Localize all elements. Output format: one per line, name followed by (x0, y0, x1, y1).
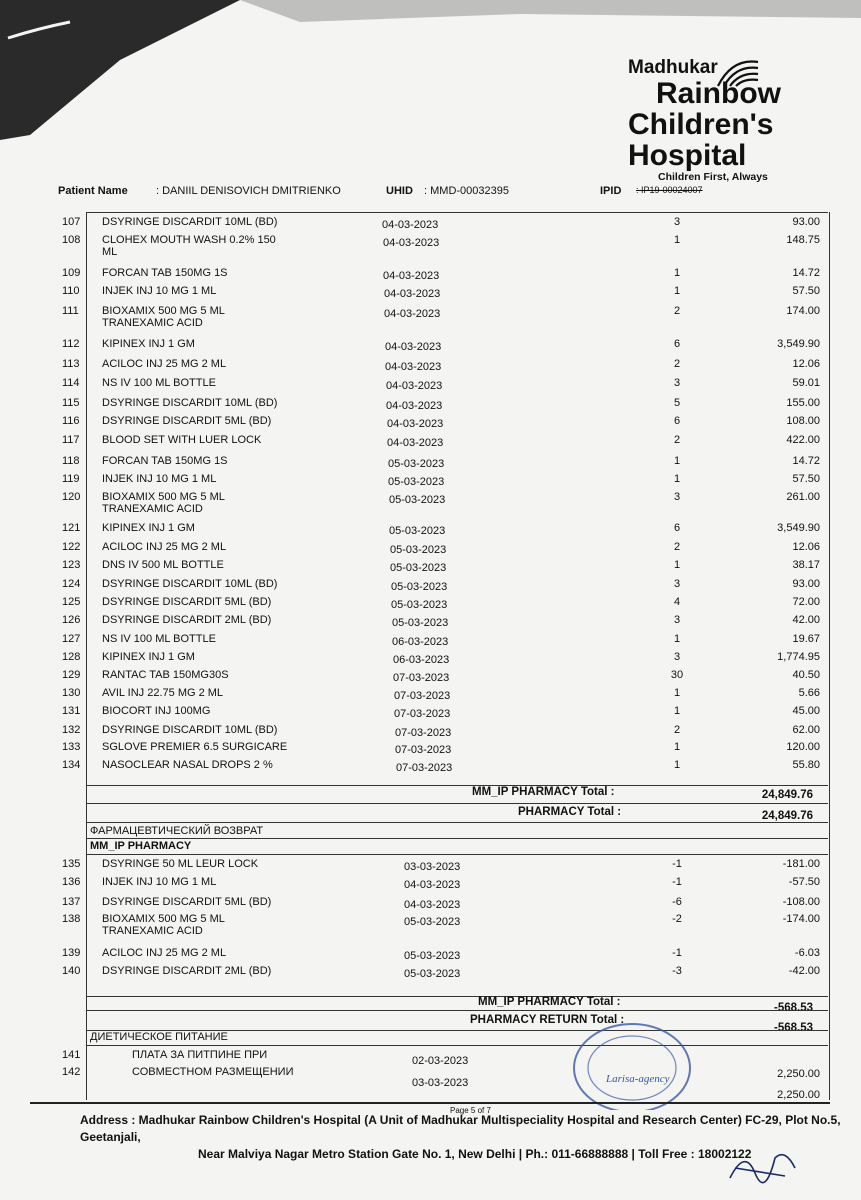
item-quantity: 3 (673, 614, 681, 626)
table-row (62, 858, 828, 872)
item-number: 136 (62, 876, 81, 888)
item-date: 04-03-2023 (384, 308, 441, 320)
table-row (62, 669, 828, 683)
item-date: 04-03-2023 (404, 879, 461, 891)
item-amount: 108.00 (786, 415, 820, 427)
item-description-line2: TRANEXAMIC ACID (102, 503, 203, 515)
table-row (62, 415, 828, 429)
pharmacy-return-total-label: PHARMACY RETURN Total : (470, 1014, 625, 1026)
logo-line-2: Rainbow (656, 77, 781, 110)
item-amount: 72.00 (792, 596, 820, 608)
ipid-value: : IP19-00024007 (636, 185, 703, 195)
item-quantity: -1 (672, 876, 682, 888)
item-amount: 42.00 (792, 614, 820, 626)
item-date: 06-03-2023 (392, 636, 449, 648)
item-amount: 2,250.00 (777, 1089, 820, 1101)
item-description: ПЛАТА ЗА ПИТПИНЕ ПРИ (132, 1049, 268, 1061)
item-date: 04-03-2023 (387, 418, 444, 430)
item-number: 126 (62, 614, 81, 626)
item-description: INJEK INJ 10 MG 1 ML (102, 876, 217, 888)
hospital-logo (628, 58, 828, 183)
item-quantity: -1 (672, 858, 682, 870)
item-quantity: 30 (670, 669, 684, 681)
item-quantity: 1 (673, 285, 681, 297)
item-amount: -57.50 (788, 876, 820, 888)
item-quantity: 1 (673, 234, 681, 246)
ip-pharmacy-total-value: 24,849.76 (761, 789, 813, 801)
table-row (62, 541, 828, 555)
item-number: 137 (62, 896, 81, 908)
item-number: 116 (62, 415, 80, 427)
return-section-title: ФАРМАЦЕВТИЧЕСКИЙ ВОЗВРАТ (90, 825, 264, 837)
rule (86, 803, 828, 804)
item-description: DSYRINGE DISCARDIT 5ML (BD) (102, 896, 272, 908)
item-amount: 1,774.95 (777, 651, 820, 663)
item-number: 112 (62, 338, 80, 350)
table-row (62, 358, 828, 372)
logo-line-3: Children's (628, 108, 774, 141)
table-row (62, 1049, 828, 1067)
item-description: ACILOC INJ 25 MG 2 ML (102, 358, 227, 370)
item-amount: -181.00 (782, 858, 820, 870)
table-row (62, 267, 828, 281)
item-amount: 93.00 (792, 578, 820, 590)
item-date: 05-03-2023 (391, 599, 448, 611)
item-description: FORCAN TAB 150MG 1S (102, 455, 228, 467)
item-quantity: 3 (673, 216, 681, 228)
item-number: 130 (62, 687, 81, 699)
item-amount: 57.50 (792, 285, 820, 297)
item-description-line2: TRANEXAMIC ACID (102, 925, 203, 937)
item-number: 124 (62, 578, 81, 590)
item-amount: 155.00 (786, 397, 820, 409)
pharmacy-total-value: 24,849.76 (761, 810, 813, 822)
table-row (62, 338, 828, 352)
table-row (62, 234, 828, 258)
patient-name-label: Patient Name (58, 185, 128, 197)
table-row (62, 491, 828, 515)
item-date: 02-03-2023 (412, 1055, 469, 1067)
item-description: KIPINEX INJ 1 GM (102, 522, 195, 534)
rule (86, 854, 828, 855)
table-row (62, 1089, 828, 1103)
item-date: 04-03-2023 (386, 380, 443, 392)
item-number: 121 (62, 522, 81, 534)
table-row (62, 687, 828, 701)
item-quantity: -1 (672, 947, 682, 959)
item-number: 131 (62, 705, 81, 717)
item-date: 05-03-2023 (389, 494, 446, 506)
item-date: 05-03-2023 (404, 950, 461, 962)
item-date: 07-03-2023 (394, 690, 451, 702)
logo-line-1: Madhukar (628, 57, 718, 78)
item-amount: 12.06 (792, 541, 820, 553)
item-quantity: 2 (673, 305, 681, 317)
item-number: 138 (62, 913, 81, 925)
item-description: AVIL INJ 22.75 MG 2 ML (102, 687, 224, 699)
rule (86, 996, 828, 997)
item-number: 127 (62, 633, 81, 645)
item-quantity: 1 (673, 267, 681, 279)
item-number: 114 (62, 377, 80, 389)
item-description: BIOCORT INJ 100MG (102, 705, 211, 717)
ipid-label: IPID (600, 185, 622, 197)
item-description: DNS IV 500 ML BOTTLE (102, 559, 224, 571)
item-description: RANTAC TAB 150MG30S (102, 669, 229, 681)
item-description: ACILOC INJ 25 MG 2 ML (102, 541, 227, 553)
item-number: 118 (62, 455, 80, 467)
table-row (62, 614, 828, 628)
item-date: 05-03-2023 (389, 525, 446, 537)
item-date: 07-03-2023 (395, 727, 452, 739)
table-row (62, 633, 828, 647)
signature (725, 1138, 805, 1188)
item-date: 07-03-2023 (393, 672, 450, 684)
table-row (62, 216, 828, 230)
item-amount: -6.03 (794, 947, 820, 959)
table-row (62, 578, 828, 592)
table-row (62, 724, 828, 738)
item-description: DSYRINGE 50 ML LEUR LOCK (102, 858, 259, 870)
item-number: 108 (62, 234, 81, 246)
item-number: 139 (62, 947, 81, 959)
table-row (62, 397, 828, 411)
rule (86, 1045, 828, 1046)
item-amount: 14.72 (792, 455, 820, 467)
logo-tagline: Children First, Always (658, 171, 768, 183)
table-row (62, 759, 828, 773)
table-row (62, 896, 828, 910)
item-description: DSYRINGE DISCARDIT 5ML (BD) (102, 415, 272, 427)
item-quantity: 3 (673, 578, 681, 590)
item-amount: 174.00 (786, 305, 820, 317)
item-number: 128 (62, 651, 81, 663)
item-number: 140 (62, 965, 81, 977)
item-quantity: 6 (673, 338, 681, 350)
item-amount: 19.67 (792, 633, 820, 645)
item-date: 04-03-2023 (386, 400, 443, 412)
item-number: 132 (62, 724, 81, 736)
item-date: 04-03-2023 (384, 288, 441, 300)
pharmacy-return-total-value: -568.53 (773, 1022, 813, 1034)
item-description: INJEK INJ 10 MG 1 ML (102, 285, 217, 297)
item-date: 05-03-2023 (388, 476, 445, 488)
rule (86, 822, 828, 823)
item-number: 141 (62, 1049, 81, 1061)
item-description: NS IV 100 ML BOTTLE (102, 633, 216, 645)
item-quantity: -6 (672, 896, 682, 908)
return-ip-pharmacy-total-value: -568.53 (773, 1002, 813, 1014)
item-description: BLOOD SET WITH LUER LOCK (102, 434, 262, 446)
table-row (62, 741, 828, 755)
item-date: 05-03-2023 (404, 968, 461, 980)
item-date: 05-03-2023 (404, 916, 461, 928)
item-number: 113 (62, 358, 80, 370)
address-line-1: Address : Madhukar Rainbow Children's Hospital (A Unit of Madhukar Multispeciality Hospital and Research Center) FC-29, Plot No.5, Geetanjali, (80, 1113, 841, 1144)
item-number: 129 (62, 669, 81, 681)
item-description-line2: ML (102, 246, 118, 258)
item-amount: 422.00 (786, 434, 820, 446)
uhid-value: : MMD-00032395 (424, 185, 509, 197)
stamp-text: Larisa-agency (606, 1073, 670, 1085)
item-description: BIOXAMIX 500 MG 5 ML (102, 913, 225, 925)
item-quantity: 3 (673, 491, 681, 503)
item-quantity: -2 (672, 913, 682, 925)
footer-rule (30, 1102, 830, 1104)
item-amount: 261.00 (786, 491, 820, 503)
item-date: 05-03-2023 (390, 562, 447, 574)
item-amount: 12.06 (792, 358, 820, 370)
item-quantity: 1 (673, 455, 681, 467)
item-date: 06-03-2023 (393, 654, 450, 666)
item-date: 07-03-2023 (396, 762, 453, 774)
table-row (62, 434, 828, 448)
item-amount: 93.00 (792, 216, 820, 228)
pharmacy-total-label: PHARMACY Total : (518, 806, 622, 818)
return-ip-pharmacy-total-label: MM_IP PHARMACY Total : (478, 996, 621, 1008)
item-quantity: 6 (673, 522, 681, 534)
item-amount: 3,549.90 (777, 522, 820, 534)
address-line-2: Near Malviya Nagar Metro Station Gate No. 1, New Delhi | Ph.: 011-66888888 | Toll Free : 18002122 (198, 1147, 752, 1161)
uhid-label: UHID (386, 185, 413, 197)
item-date: 03-03-2023 (404, 861, 461, 873)
table-row (62, 377, 828, 391)
item-description: INJEK INJ 10 MG 1 ML (102, 473, 217, 485)
item-amount: 59.01 (792, 377, 820, 389)
table-row (62, 705, 828, 719)
item-number: 135 (62, 858, 81, 870)
item-quantity: 1 (673, 687, 681, 699)
table-row (62, 651, 828, 665)
item-amount: 55.80 (792, 759, 820, 771)
item-amount: 14.72 (792, 267, 820, 279)
item-quantity: 2 (673, 541, 681, 553)
item-description: NS IV 100 ML BOTTLE (102, 377, 216, 389)
item-quantity: 2 (673, 434, 681, 446)
item-description: SGLOVE PREMIER 6.5 SURGICARE (102, 741, 288, 753)
item-description: BIOXAMIX 500 MG 5 ML (102, 491, 225, 503)
item-amount: 45.00 (792, 705, 820, 717)
item-number: 111 (62, 305, 79, 317)
item-date: 03-03-2023 (412, 1077, 469, 1089)
item-quantity: -3 (672, 965, 682, 977)
item-amount: 62.00 (792, 724, 820, 736)
table-row (62, 596, 828, 610)
item-amount: 40.50 (792, 669, 820, 681)
item-quantity: 1 (673, 559, 681, 571)
item-quantity: 1 (673, 633, 681, 645)
item-amount: 57.50 (792, 473, 820, 485)
ip-pharmacy-total-label: MM_IP PHARMACY Total : (472, 786, 615, 798)
logo-line-4: Hospital (628, 139, 747, 172)
item-amount: 3,549.90 (777, 338, 820, 350)
table-row (62, 876, 828, 890)
item-number: 122 (62, 541, 81, 553)
agency-stamp (570, 1010, 710, 1110)
item-quantity: 1 (673, 741, 681, 753)
table-row (62, 559, 828, 573)
item-amount: 120.00 (786, 741, 820, 753)
item-number: 117 (62, 434, 80, 446)
item-amount: -42.00 (788, 965, 820, 977)
table-row (62, 305, 828, 329)
item-number: 120 (62, 491, 81, 503)
item-quantity: 1 (673, 473, 681, 485)
item-quantity: 3 (673, 377, 681, 389)
item-number: 134 (62, 759, 81, 771)
item-number: 115 (62, 397, 80, 409)
item-date: 04-03-2023 (385, 341, 442, 353)
item-amount: 148.75 (786, 234, 820, 246)
item-quantity: 2 (673, 724, 681, 736)
item-date: 07-03-2023 (394, 708, 451, 720)
item-quantity: 4 (673, 596, 681, 608)
table-row (62, 913, 828, 937)
diet-section-title: ДИЕТИЧЕСКОЕ ПИТАНИЕ (90, 1031, 228, 1043)
item-amount: 5.66 (798, 687, 820, 699)
item-date: 05-03-2023 (388, 458, 445, 470)
item-number: 133 (62, 741, 81, 753)
page-number: Page 5 of 7 (450, 1106, 491, 1115)
item-description: KIPINEX INJ 1 GM (102, 338, 195, 350)
patient-name-value: : DANIIL DENISOVICH DMITRIENKO (156, 185, 341, 197)
table-row (62, 473, 828, 487)
item-number: 107 (62, 216, 81, 228)
item-number: 125 (62, 596, 81, 608)
item-date: 05-03-2023 (392, 617, 449, 629)
rule (86, 785, 828, 786)
item-number: 110 (62, 285, 80, 297)
item-date: 04-03-2023 (385, 361, 442, 373)
item-date: 07-03-2023 (395, 744, 452, 756)
item-description: ACILOC INJ 25 MG 2 ML (102, 947, 227, 959)
item-description: DSYRINGE DISCARDIT 10ML (BD) (102, 216, 278, 228)
table-row (62, 285, 828, 299)
return-section-subtitle: MM_IP PHARMACY (90, 840, 192, 852)
item-description: KIPINEX INJ 1 GM (102, 651, 195, 663)
table-row (62, 965, 828, 979)
rule (86, 838, 828, 839)
item-description: NASOCLEAR NASAL DROPS 2 % (102, 759, 273, 771)
table-row (62, 522, 828, 536)
item-quantity: 3 (673, 651, 681, 663)
item-description: DSYRINGE DISCARDIT 5ML (BD) (102, 596, 272, 608)
item-description: BIOXAMIX 500 MG 5 ML (102, 305, 225, 317)
item-quantity: 5 (673, 397, 681, 409)
item-description-line2: TRANEXAMIC ACID (102, 317, 203, 329)
item-date: 04-03-2023 (382, 219, 439, 231)
item-date: 04-03-2023 (383, 270, 440, 282)
item-description: DSYRINGE DISCARDIT 10ML (BD) (102, 724, 278, 736)
item-date: 04-03-2023 (387, 437, 444, 449)
item-amount: 38.17 (792, 559, 820, 571)
table-row (62, 455, 828, 469)
item-description: DSYRINGE DISCARDIT 10ML (BD) (102, 578, 278, 590)
item-amount: -174.00 (782, 913, 820, 925)
item-description: СОВМЕСТНОМ РАЗМЕЩЕНИИ (132, 1066, 294, 1078)
item-quantity: 1 (673, 759, 681, 771)
item-number: 109 (62, 267, 81, 279)
item-description: CLOHEX MOUTH WASH 0.2% 150 (102, 234, 276, 246)
item-number: 142 (62, 1066, 81, 1078)
item-quantity: 2 (673, 358, 681, 370)
item-number: 123 (62, 559, 81, 571)
item-description: DSYRINGE DISCARDIT 10ML (BD) (102, 397, 278, 409)
rule (86, 1010, 828, 1011)
table-top-rule (86, 212, 828, 213)
item-date: 05-03-2023 (391, 581, 448, 593)
item-date: 04-03-2023 (404, 899, 461, 911)
item-quantity: 6 (673, 415, 681, 427)
table-row (62, 947, 828, 961)
item-date: 05-03-2023 (390, 544, 447, 556)
item-description: DSYRINGE DISCARDIT 2ML (BD) (102, 614, 272, 626)
item-description: FORCAN TAB 150MG 1S (102, 267, 228, 279)
item-number: 119 (62, 473, 80, 485)
item-quantity: 1 (673, 705, 681, 717)
item-amount: -108.00 (782, 896, 820, 908)
item-date: 04-03-2023 (383, 237, 440, 249)
item-description: DSYRINGE DISCARDIT 2ML (BD) (102, 965, 272, 977)
item-amount: 2,250.00 (777, 1068, 820, 1080)
